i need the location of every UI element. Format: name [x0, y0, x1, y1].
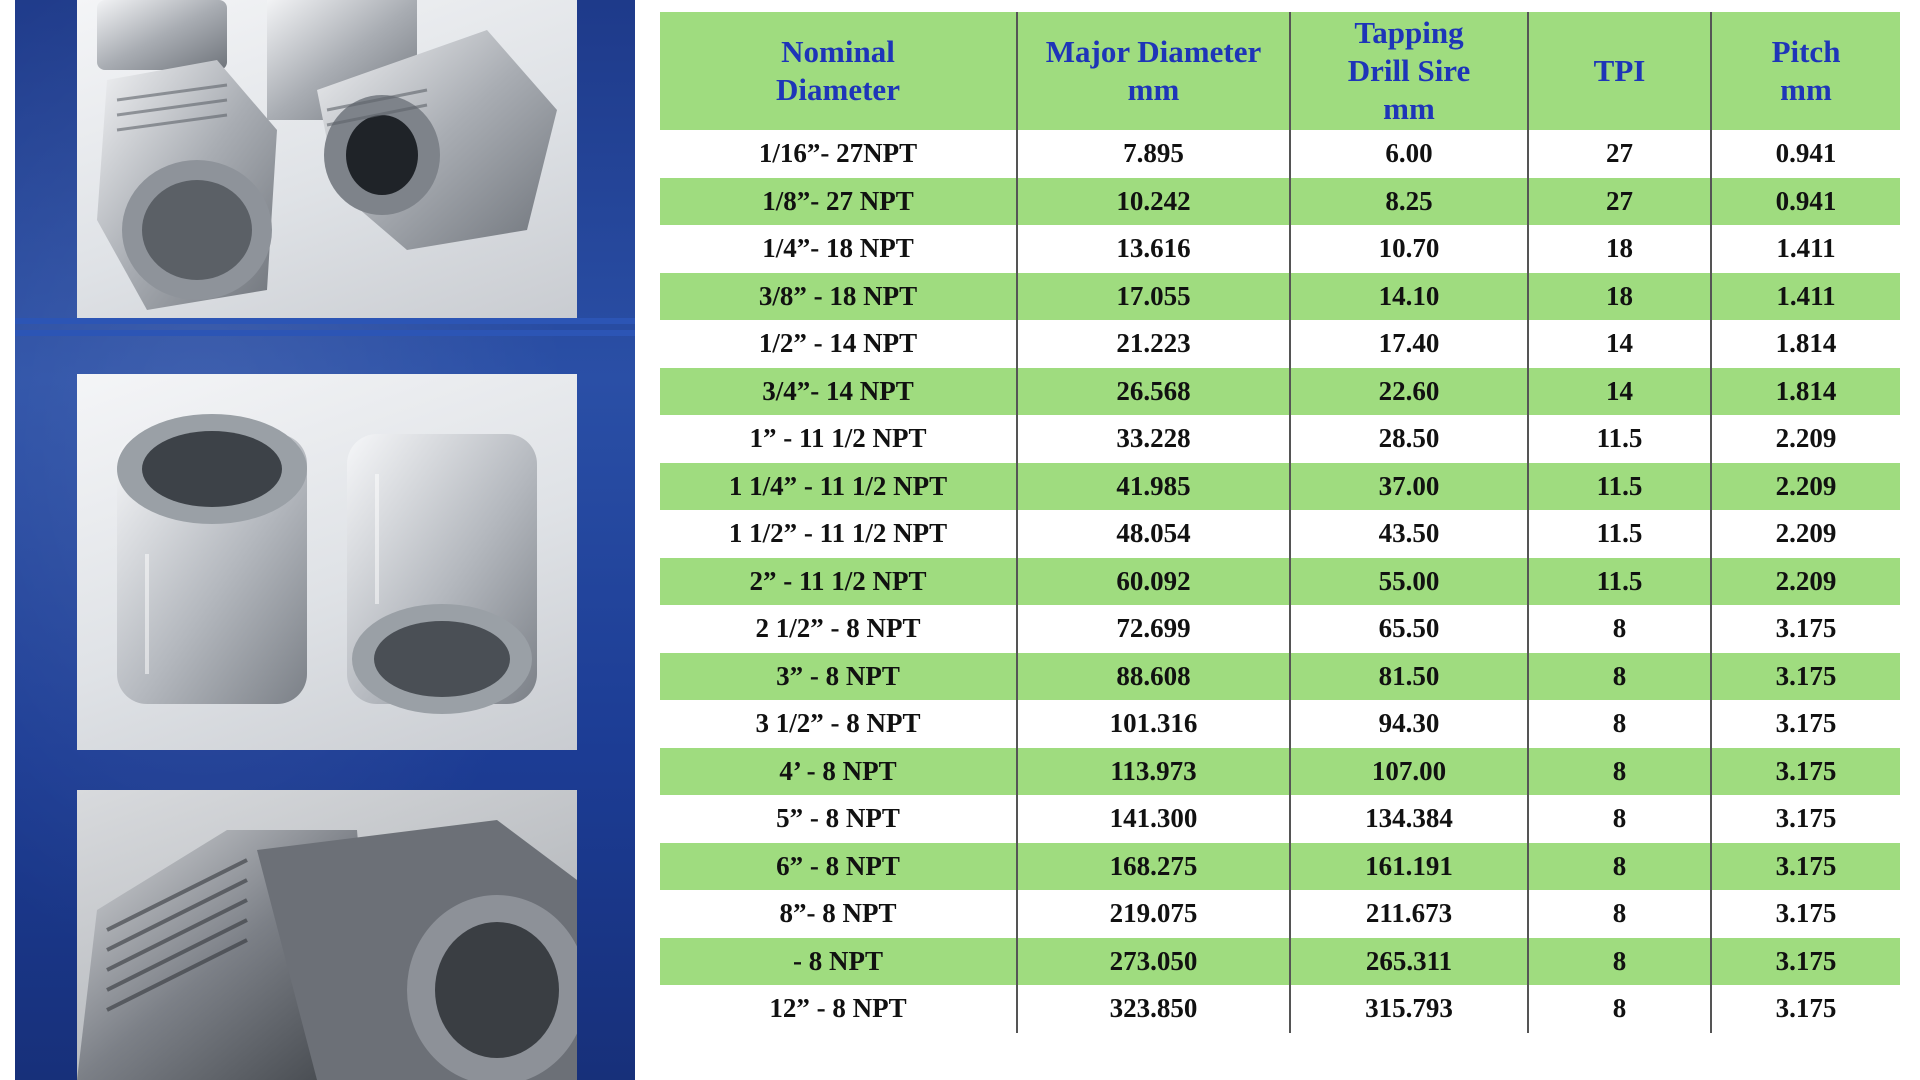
table-row: [660, 273, 1900, 321]
nominal-diameter-cell: 1/16”- 27NPT: [660, 130, 1017, 178]
table-row: [660, 320, 1900, 368]
photo-hex-adapters: [77, 0, 577, 318]
table-row: [660, 178, 1900, 226]
tapping-drill-cell: 107.00: [1290, 748, 1528, 796]
major-diameter-cell: 41.985: [1017, 463, 1290, 511]
tpi-cell: 18: [1528, 225, 1711, 273]
photo-panel: [15, 0, 635, 1080]
pitch-cell: 3.175: [1711, 938, 1900, 986]
pitch-cell: 2.209: [1711, 558, 1900, 606]
tapping-drill-cell: 65.50: [1290, 605, 1528, 653]
nominal-diameter-cell: 2 1/2” - 8 NPT: [660, 605, 1017, 653]
tpi-cell: 11.5: [1528, 558, 1711, 606]
tpi-cell: 8: [1528, 605, 1711, 653]
pitch-cell: 3.175: [1711, 985, 1900, 1033]
tpi-cell: 8: [1528, 985, 1711, 1033]
pitch-cell: 3.175: [1711, 890, 1900, 938]
tpi-cell: 8: [1528, 890, 1711, 938]
major-diameter-cell: 48.054: [1017, 510, 1290, 558]
table-row: [660, 938, 1900, 986]
tpi-cell: 11.5: [1528, 510, 1711, 558]
tapping-drill-cell: 265.311: [1290, 938, 1528, 986]
nominal-diameter-cell: 6” - 8 NPT: [660, 843, 1017, 891]
table-row: [660, 510, 1900, 558]
tapping-drill-cell: 17.40: [1290, 320, 1528, 368]
major-diameter-cell: 88.608: [1017, 653, 1290, 701]
table-row: [660, 130, 1900, 178]
table-row: [660, 700, 1900, 748]
tpi-cell: 8: [1528, 843, 1711, 891]
major-diameter-cell: 10.242: [1017, 178, 1290, 226]
major-diameter-cell: 33.228: [1017, 415, 1290, 463]
tapping-drill-cell: 55.00: [1290, 558, 1528, 606]
table-row: [660, 795, 1900, 843]
major-diameter-cell: 101.316: [1017, 700, 1290, 748]
header-nominal-diameter: Nominal Diameter: [660, 12, 1017, 130]
nominal-diameter-cell: 1/2” - 14 NPT: [660, 320, 1017, 368]
tpi-cell: 14: [1528, 368, 1711, 416]
nominal-diameter-cell: 1” - 11 1/2 NPT: [660, 415, 1017, 463]
nominal-diameter-cell: 3 1/2” - 8 NPT: [660, 700, 1017, 748]
nominal-diameter-cell: 1 1/2” - 11 1/2 NPT: [660, 510, 1017, 558]
major-diameter-cell: 323.850: [1017, 985, 1290, 1033]
pitch-cell: 2.209: [1711, 510, 1900, 558]
pitch-cell: 0.941: [1711, 130, 1900, 178]
table-row: [660, 225, 1900, 273]
tpi-cell: 8: [1528, 795, 1711, 843]
table-row: [660, 748, 1900, 796]
major-diameter-cell: 7.895: [1017, 130, 1290, 178]
pitch-cell: 3.175: [1711, 605, 1900, 653]
nominal-diameter-cell: - 8 NPT: [660, 938, 1017, 986]
tapping-drill-cell: 134.384: [1290, 795, 1528, 843]
tapping-drill-cell: 37.00: [1290, 463, 1528, 511]
pitch-cell: 3.175: [1711, 700, 1900, 748]
header-pitch: Pitch mm: [1711, 12, 1900, 130]
photo-hex-nipple-closeup: [77, 790, 577, 1080]
nominal-diameter-cell: 3/4”- 14 NPT: [660, 368, 1017, 416]
table-row: [660, 605, 1900, 653]
pitch-cell: 2.209: [1711, 463, 1900, 511]
tapping-drill-cell: 6.00: [1290, 130, 1528, 178]
pitch-cell: 1.814: [1711, 320, 1900, 368]
tpi-cell: 27: [1528, 130, 1711, 178]
table-row: [660, 558, 1900, 606]
table-row: [660, 415, 1900, 463]
photo-hex-couplings: [77, 374, 577, 750]
npt-thread-table: [660, 12, 1900, 1062]
major-diameter-cell: 17.055: [1017, 273, 1290, 321]
table-row: [660, 985, 1900, 1033]
nominal-diameter-cell: 3” - 8 NPT: [660, 653, 1017, 701]
pitch-cell: 3.175: [1711, 653, 1900, 701]
header-major-diameter: Major Diameter mm: [1017, 12, 1290, 130]
major-diameter-cell: 168.275: [1017, 843, 1290, 891]
pitch-cell: 1.411: [1711, 225, 1900, 273]
panel-divider: [15, 318, 635, 324]
tpi-cell: 27: [1528, 178, 1711, 226]
tapping-drill-cell: 10.70: [1290, 225, 1528, 273]
tpi-cell: 8: [1528, 700, 1711, 748]
major-diameter-cell: 273.050: [1017, 938, 1290, 986]
nominal-diameter-cell: 8”- 8 NPT: [660, 890, 1017, 938]
table-row: [660, 368, 1900, 416]
major-diameter-cell: 72.699: [1017, 605, 1290, 653]
panel-divider: [15, 330, 635, 336]
pitch-cell: 1.411: [1711, 273, 1900, 321]
major-diameter-cell: 113.973: [1017, 748, 1290, 796]
table-row: [660, 463, 1900, 511]
tapping-drill-cell: 8.25: [1290, 178, 1528, 226]
major-diameter-cell: 26.568: [1017, 368, 1290, 416]
pitch-cell: 2.209: [1711, 415, 1900, 463]
tapping-drill-cell: 94.30: [1290, 700, 1528, 748]
pitch-cell: 1.814: [1711, 368, 1900, 416]
pitch-cell: 3.175: [1711, 795, 1900, 843]
major-diameter-cell: 60.092: [1017, 558, 1290, 606]
tapping-drill-cell: 81.50: [1290, 653, 1528, 701]
nominal-diameter-cell: 1 1/4” - 11 1/2 NPT: [660, 463, 1017, 511]
nominal-diameter-cell: 4’ - 8 NPT: [660, 748, 1017, 796]
major-diameter-cell: 219.075: [1017, 890, 1290, 938]
tapping-drill-cell: 43.50: [1290, 510, 1528, 558]
tpi-cell: 11.5: [1528, 463, 1711, 511]
tapping-drill-cell: 28.50: [1290, 415, 1528, 463]
tpi-cell: 11.5: [1528, 415, 1711, 463]
table-row: [660, 653, 1900, 701]
major-diameter-cell: 21.223: [1017, 320, 1290, 368]
tapping-drill-cell: 161.191: [1290, 843, 1528, 891]
tapping-drill-cell: 211.673: [1290, 890, 1528, 938]
nominal-diameter-cell: 3/8” - 18 NPT: [660, 273, 1017, 321]
table-header-row: [660, 12, 1900, 130]
major-diameter-cell: 13.616: [1017, 225, 1290, 273]
nominal-diameter-cell: 12” - 8 NPT: [660, 985, 1017, 1033]
tpi-cell: 8: [1528, 748, 1711, 796]
nominal-diameter-cell: 1/4”- 18 NPT: [660, 225, 1017, 273]
table-row: [660, 890, 1900, 938]
table-row: [660, 843, 1900, 891]
nominal-diameter-cell: 1/8”- 27 NPT: [660, 178, 1017, 226]
tpi-cell: 14: [1528, 320, 1711, 368]
tpi-cell: 18: [1528, 273, 1711, 321]
nominal-diameter-cell: 2” - 11 1/2 NPT: [660, 558, 1017, 606]
pitch-cell: 0.941: [1711, 178, 1900, 226]
pitch-cell: 3.175: [1711, 748, 1900, 796]
table-body: [660, 130, 1900, 1033]
tapping-drill-cell: 14.10: [1290, 273, 1528, 321]
tpi-cell: 8: [1528, 653, 1711, 701]
header-tapping-drill-size: Tapping Drill Sire mm: [1290, 12, 1528, 130]
tpi-cell: 8: [1528, 938, 1711, 986]
tapping-drill-cell: 22.60: [1290, 368, 1528, 416]
header-tpi: TPI: [1528, 12, 1711, 130]
major-diameter-cell: 141.300: [1017, 795, 1290, 843]
tapping-drill-cell: 315.793: [1290, 985, 1528, 1033]
pitch-cell: 3.175: [1711, 843, 1900, 891]
nominal-diameter-cell: 5” - 8 NPT: [660, 795, 1017, 843]
